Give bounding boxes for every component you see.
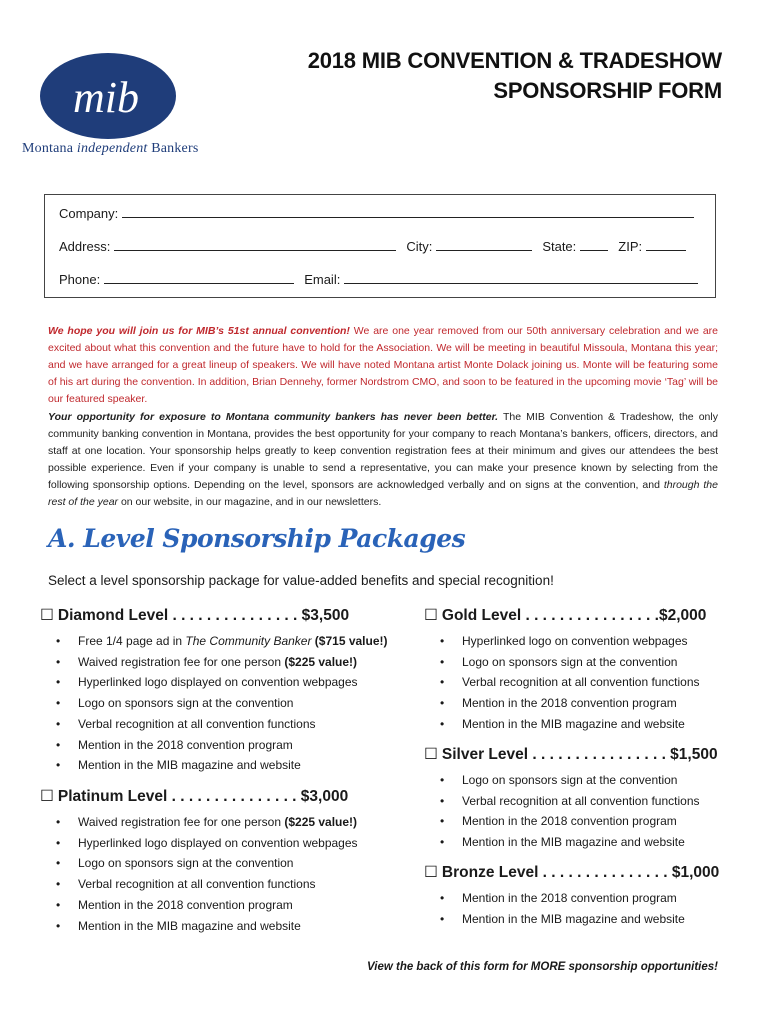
bronze-checkbox[interactable]: ☐ — [424, 864, 438, 881]
list-item: • Mention in the 2018 convention program — [78, 895, 358, 916]
zip-field[interactable] — [646, 238, 686, 251]
list-item: • Verbal recognition at all convention functions — [78, 714, 388, 735]
platinum-checkbox[interactable]: ☐ — [40, 788, 54, 805]
list-item: • Waived registration fee for one person ($225 value!) — [78, 812, 358, 833]
bronze-heading[interactable]: ☐ Bronze Level . . . . . . . . . . . . . . . $1,000 — [424, 864, 720, 881]
list-item: • Mention in the 2018 convention program — [462, 693, 706, 714]
section-title: A. Level Sponsorship Packages — [48, 524, 466, 553]
package-bronze — [424, 863, 719, 929]
intro-paragraph: We hope you will join us for MIB’s 51st annual convention! We are one year removed from our 50th anniversary celebration and we are excited about what this convention and the future have to hold for the Association. We will be meeting in beautiful Missoula, Montana this year; and we have arranged for a great lineup of speakers. We will have noted Montana artist Monte Dolack joining us. Monte will be featuring some of his art during the convention. In addition, Brian Dennehy, former Nordstrom CMO, and soon to be featured in the upcoming movie ‘Tag’ will be our featured speaker. — [48, 325, 719, 405]
address-field[interactable] — [114, 238, 396, 251]
opportunity-paragraph: Your opportunity for exposure to Montana community bankers has never been better. The MIB Convention & Tradeshow, the only community banking convention in Montana, provides the best opportunity for your company to reach Montana’s bankers, officers, directors, and staff at one location. Your sponsorship helps greatly to keep convention registration fees at their minimum and gives our attendees the best possible experience. Even if your company is unable to send a representative, you can make your presence known by selecting from the following sponsorship options. Depending on the level, sponsors are acknowledged verbally and on signs at the convention, and through the rest of the year on our website, in our magazine, and in our newsletters. — [48, 411, 718, 508]
package-platinum — [40, 787, 358, 936]
diamond-checkbox[interactable]: ☐ — [40, 607, 54, 624]
list-item: • Mention in the MIB magazine and website — [78, 755, 388, 776]
state-field[interactable] — [580, 238, 608, 251]
list-item: • Logo on sponsors sign at the convention — [462, 652, 706, 673]
package-diamond — [40, 606, 388, 776]
section-intro: Select a level sponsorship package for value-added benefits and special recognition! — [48, 573, 554, 588]
silver-heading[interactable]: ☐ Silver Level . . . . . . . . . . . . . . . . $1,500 — [424, 746, 718, 763]
logo-org-name: Montana independent Bankers — [22, 141, 199, 156]
form-row-phone — [59, 271, 698, 287]
logo-mark: mib — [73, 73, 139, 122]
platinum-heading[interactable]: ☐ Platinum Level . . . . . . . . . . . . . . . $3,000 — [40, 788, 349, 805]
list-item: • Logo on sponsors sign at the convention — [78, 853, 358, 874]
package-gold — [424, 606, 706, 735]
list-item: • Mention in the MIB magazine and website — [462, 909, 719, 930]
phone-field[interactable] — [104, 271, 294, 284]
company-field[interactable] — [122, 205, 694, 218]
address-label: Address: — [59, 239, 111, 254]
list-item: • Hyperlinked logo displayed on convention webpages — [78, 672, 388, 693]
list-item: • Verbal recognition at all convention functions — [78, 874, 358, 895]
company-label: Company: — [59, 206, 119, 221]
page-title — [308, 46, 722, 106]
list-item: • Mention in the 2018 convention program — [78, 735, 388, 756]
list-item: • Logo on sponsors sign at the convention — [78, 693, 388, 714]
city-field[interactable] — [436, 238, 532, 251]
list-item: • Mention in the MIB magazine and website — [78, 916, 358, 937]
list-item: • Free 1/4 page ad in The Community Banker ($715 value!) — [78, 631, 388, 652]
phone-label: Phone: — [59, 272, 101, 287]
list-item: • Mention in the MIB magazine and website — [462, 714, 706, 735]
list-item: • Hyperlinked logo displayed on convention webpages — [78, 833, 358, 854]
silver-checkbox[interactable]: ☐ — [424, 746, 438, 763]
list-item: • Mention in the 2018 convention program — [462, 888, 719, 909]
list-item: • Verbal recognition at all convention functions — [462, 672, 706, 693]
list-item: • Mention in the MIB magazine and website — [462, 832, 718, 853]
email-label: Email: — [304, 272, 341, 287]
package-silver — [424, 745, 718, 853]
diamond-heading[interactable]: ☐ Diamond Level . . . . . . . . . . . . . . . $3,500 — [40, 607, 350, 624]
zip-label: ZIP: — [618, 239, 643, 254]
city-label: City: — [406, 239, 433, 254]
form-row-address — [59, 238, 686, 254]
list-item: • Waived registration fee for one person ($225 value!) — [78, 652, 388, 673]
list-item: • Mention in the 2018 convention program — [462, 811, 718, 832]
gold-heading[interactable]: ☐ Gold Level . . . . . . . . . . . . . . . .$2,000 — [424, 607, 707, 624]
email-field[interactable] — [344, 271, 698, 284]
list-item: • Hyperlinked logo on convention webpages — [462, 631, 706, 652]
footer-note: View the back of this form for MORE sponsorship opportunities! — [367, 961, 718, 973]
list-item: • Logo on sponsors sign at the convention — [462, 770, 718, 791]
title-line-1: 2018 MIB CONVENTION & TRADESHOW — [307, 48, 722, 73]
list-item: • Verbal recognition at all convention functions — [462, 791, 718, 812]
contact-form — [44, 194, 716, 298]
gold-checkbox[interactable]: ☐ — [424, 607, 438, 624]
title-line-2: SPONSORSHIP FORM — [493, 78, 722, 103]
form-row-company — [59, 205, 704, 221]
state-label: State: — [542, 239, 577, 254]
